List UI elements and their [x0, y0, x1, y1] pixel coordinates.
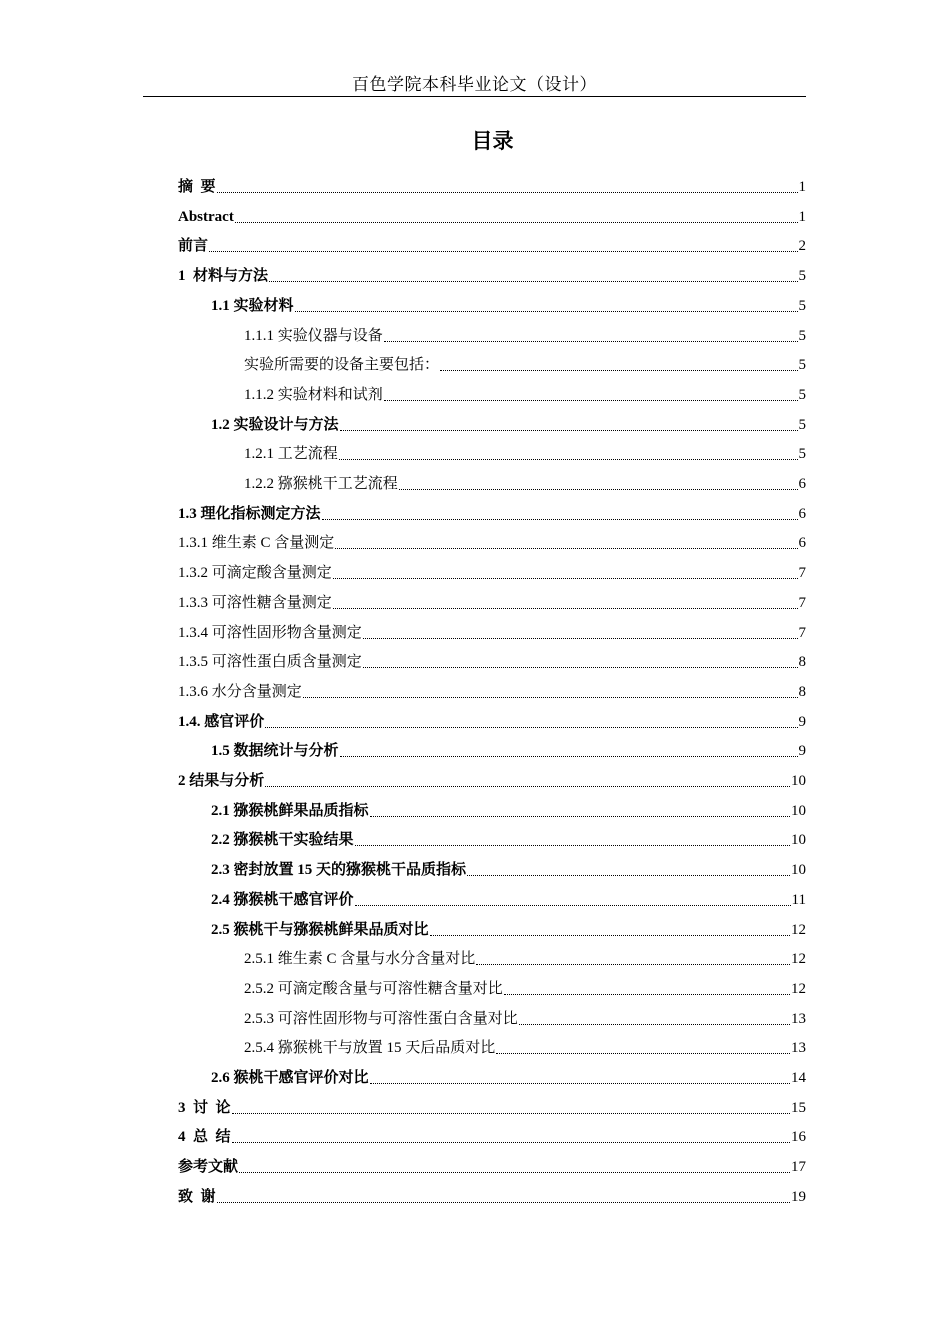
toc-dot-leader [303, 696, 798, 698]
toc-entry[interactable] [178, 261, 806, 291]
toc-dot-leader [295, 310, 798, 312]
toc-entry-page-number: 5 [798, 268, 806, 285]
toc-dot-leader [339, 458, 798, 460]
toc-entry[interactable] [178, 588, 806, 618]
toc-entry[interactable] [244, 439, 806, 469]
toc-entry[interactable] [178, 172, 806, 202]
toc-dot-leader [239, 1171, 790, 1173]
toc-entry[interactable] [244, 321, 806, 351]
toc-entry-label: 4 总 结 [178, 1129, 231, 1146]
toc-entry-page-number: 10 [791, 773, 806, 789]
toc-entry-page-number: 14 [791, 1070, 806, 1086]
toc-entry[interactable] [244, 1033, 806, 1063]
toc-entry-label: 1.3 理化指标测定方法 [178, 505, 321, 522]
toc-entry-label: 1.2.1 工艺流程 [244, 446, 338, 463]
toc-entry-label: 前言 [178, 238, 209, 255]
toc-entry-label: Abstract [178, 208, 234, 225]
toc-entry[interactable] [178, 677, 806, 707]
toc-entry-label: 1 材料与方法 [178, 268, 269, 285]
toc-entry[interactable] [211, 825, 806, 855]
toc-entry[interactable] [178, 1122, 806, 1152]
toc-dot-leader [504, 993, 790, 995]
toc-entry-page-number: 19 [791, 1188, 806, 1205]
toc-dot-leader [232, 1112, 790, 1114]
toc-entry-page-number: 10 [791, 802, 806, 819]
toc-entry[interactable] [244, 1004, 806, 1034]
toc-entry-page-number: 5 [798, 297, 806, 314]
toc-entry[interactable] [178, 528, 806, 558]
toc-entry-label: 2.5.1 维生素 C 含量与水分含量对比 [244, 951, 476, 968]
toc-entry[interactable] [178, 1093, 806, 1123]
toc-dot-leader [333, 577, 798, 579]
toc-entry-page-number: 5 [798, 357, 806, 374]
toc-entry[interactable] [211, 291, 806, 321]
toc-entry-page-number: 11 [791, 891, 806, 908]
toc-dot-leader [333, 607, 798, 609]
toc-entry-label: 2.5 猴桃干与猕猴桃鲜果品质对比 [211, 921, 429, 938]
toc-entry[interactable] [178, 499, 806, 529]
toc-entry-label: 2.2 猕猴桃干实验结果 [211, 832, 354, 849]
toc-dot-leader [384, 399, 798, 401]
page-header: 百色学院本科毕业论文（设计） [352, 75, 597, 94]
header-rule [143, 96, 806, 97]
toc-entry-label: 参考文献 [178, 1159, 239, 1176]
toc-entry[interactable] [211, 915, 806, 945]
toc-entry-label: 1.4. 感官评价 [178, 713, 265, 730]
toc-entry[interactable] [211, 410, 806, 440]
toc-entry-page-number: 2 [798, 238, 806, 255]
toc-entry-label: 1.1 实验材料 [211, 297, 294, 314]
toc-entry-page-number: 8 [798, 654, 806, 671]
toc-dot-leader [217, 191, 798, 193]
toc-entry-page-number: 15 [791, 1099, 806, 1116]
toc-entry-page-number: 7 [798, 594, 806, 611]
toc-dot-leader [467, 874, 790, 876]
toc-entry-page-number: 6 [798, 535, 806, 552]
toc-dot-leader [340, 429, 798, 431]
toc-entry-page-number: 6 [798, 505, 806, 522]
toc-dot-leader [322, 518, 798, 520]
toc-dot-leader [370, 815, 790, 817]
toc-entry[interactable] [178, 618, 806, 648]
toc-dot-leader [476, 963, 790, 965]
toc-dot-leader [370, 1082, 790, 1084]
toc-entry-page-number: 12 [791, 921, 806, 938]
toc-entry-page-number: 13 [791, 1010, 806, 1027]
toc-entry[interactable] [178, 231, 806, 261]
toc-entry-label: 1.1.1 实验仪器与设备 [244, 327, 383, 344]
toc-entry-page-number: 10 [791, 832, 806, 849]
toc-entry-page-number: 5 [798, 446, 806, 463]
toc-entry[interactable] [178, 647, 806, 677]
toc-entry-page-number: 17 [791, 1159, 806, 1176]
toc-entry-page-number: 12 [791, 980, 806, 997]
toc-entry-label: 1.3.4 可溶性固形物含量测定 [178, 624, 362, 641]
toc-entry-label: 1.5 数据统计与分析 [211, 743, 339, 760]
toc-entry-label: 致 谢 [178, 1188, 216, 1205]
toc-entry[interactable] [211, 885, 806, 915]
toc-dot-leader [363, 637, 798, 639]
toc-entry-label: 1.3.3 可溶性糖含量测定 [178, 594, 332, 611]
toc-entry[interactable] [211, 855, 806, 885]
toc-dot-leader [232, 1141, 790, 1143]
toc-entry[interactable] [178, 766, 806, 796]
toc-entry-label: 2.6 猴桃干感官评价对比 [211, 1070, 369, 1086]
toc-entry-label: 2.1 猕猴桃鲜果品质指标 [211, 802, 369, 819]
toc-entry-label: 2.3 密封放置 15 天的猕猴桃干品质指标 [211, 862, 467, 879]
toc-dot-leader [384, 340, 798, 342]
toc-dot-leader [355, 844, 790, 846]
toc-entry[interactable] [178, 1182, 806, 1212]
toc-entry-label: 1.3.6 水分含量测定 [178, 683, 302, 700]
toc-dot-leader [335, 547, 797, 549]
toc-dot-leader [340, 755, 798, 757]
toc-entry[interactable] [244, 380, 806, 410]
toc-entry[interactable] [244, 944, 806, 974]
toc-entry-page-number: 7 [798, 624, 806, 641]
toc-entry[interactable] [244, 350, 806, 380]
toc-entry-label: 1.3.2 可滴定酸含量测定 [178, 565, 332, 582]
toc-dot-leader [265, 726, 797, 728]
toc-entry-page-number: 5 [798, 327, 806, 344]
toc-entry-label: 2.5.2 可滴定酸含量与可溶性糖含量对比 [244, 980, 503, 997]
toc-dot-leader [519, 1023, 790, 1025]
toc-dot-leader [363, 666, 798, 668]
toc-dot-leader [399, 488, 798, 490]
toc-entry-page-number: 10 [791, 862, 806, 879]
toc-entry[interactable] [211, 796, 806, 826]
toc-entry-label: 1.2.2 猕猴桃干工艺流程 [244, 476, 398, 492]
toc-entry[interactable] [178, 558, 806, 588]
toc-entry-label: 实验所需要的设备主要包括： [244, 357, 440, 374]
toc-entry-label: 2 结果与分析 [178, 773, 265, 789]
toc-title: 目录 [471, 129, 514, 153]
toc-entry-label: 2.5.4 猕猴桃干与放置 15 天后品质对比 [244, 1040, 496, 1057]
toc-dot-leader [209, 250, 797, 252]
toc-entry-page-number: 13 [791, 1040, 806, 1057]
toc-entry[interactable] [178, 1152, 806, 1182]
toc-entry[interactable] [244, 974, 806, 1004]
toc-dot-leader [496, 1052, 790, 1054]
toc-entry[interactable] [178, 707, 806, 737]
toc-dot-leader [217, 1201, 790, 1203]
toc-entry-page-number: 9 [798, 743, 806, 760]
toc-entry-page-number: 8 [798, 683, 806, 700]
toc-entry-page-number: 1 [798, 208, 806, 225]
toc-dot-leader [440, 369, 797, 371]
toc-dot-leader [265, 785, 790, 787]
toc-entry-page-number: 1 [798, 179, 806, 195]
toc-entry-label: 1.1.2 实验材料和试剂 [244, 386, 383, 403]
toc-entry-page-number: 5 [798, 386, 806, 403]
toc-dot-leader [235, 221, 798, 223]
toc-dot-leader [269, 280, 797, 282]
toc-entry[interactable] [211, 1063, 806, 1093]
toc-entry-label: 1.2 实验设计与方法 [211, 416, 339, 433]
toc-entry-page-number: 9 [798, 713, 806, 730]
toc-entry[interactable] [211, 736, 806, 766]
toc-entry-label: 1.3.1 维生素 C 含量测定 [178, 535, 335, 552]
toc-entry-page-number: 7 [798, 565, 806, 582]
toc-entry-label: 2.5.3 可溶性固形物与可溶性蛋白含量对比 [244, 1010, 518, 1027]
toc-entry-label: 2.4 猕猴桃干感官评价 [211, 891, 354, 908]
toc-entry[interactable] [178, 202, 806, 232]
toc-entry-page-number: 16 [791, 1129, 806, 1146]
toc-dot-leader [355, 904, 791, 906]
toc-entry-page-number: 5 [798, 416, 806, 433]
toc-dot-leader [430, 934, 790, 936]
toc-entry-page-number: 6 [798, 476, 806, 492]
toc-entry-label: 1.3.5 可溶性蛋白质含量测定 [178, 654, 362, 671]
toc-entry-label: 摘 要 [178, 179, 216, 195]
toc-entry[interactable] [244, 469, 806, 499]
toc-entry-page-number: 12 [791, 951, 806, 968]
toc-entry-label: 3 讨 论 [178, 1099, 231, 1116]
